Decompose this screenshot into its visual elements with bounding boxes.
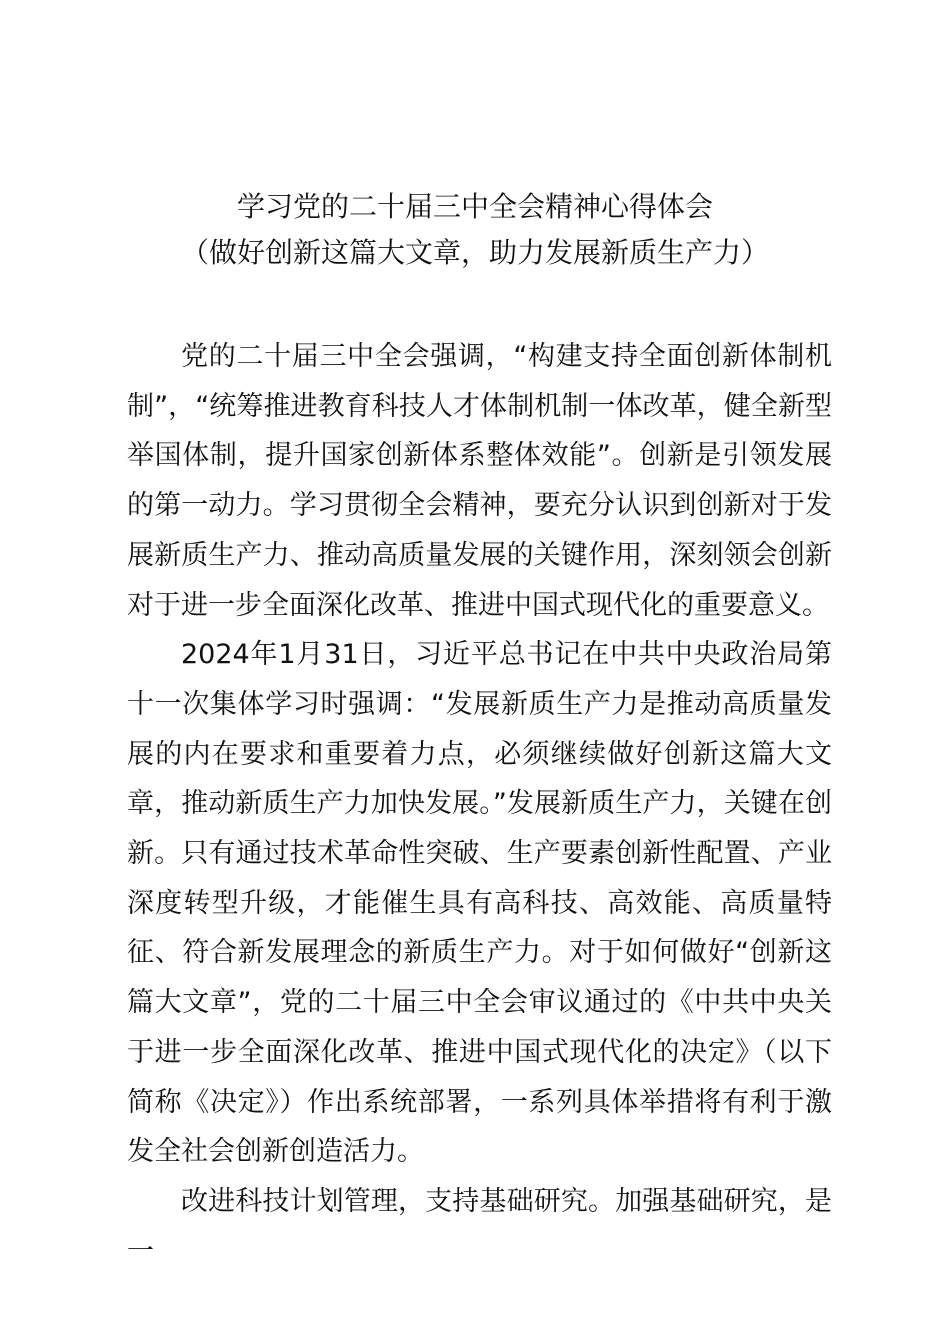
paragraph-1: 党的二十届三中全会强调，“构建支持全面创新体制机制”，“统筹推进教育科技人才体制机制一体改革，健全新型举国体制，提升国家创新体系整体效能”。创新是引领发展的第一动力。学习贯彻全会精神，要充分认识到创新对于发展新质生产力、推动高质量发展的关键作用，深刻领会创新对于进一步全面深化改革、推进中国式现代化的重要意义。 — [127, 341, 832, 621]
document-body — [127, 332, 832, 1276]
title-block — [80, 184, 870, 276]
document-subtitle: （做好创新这篇大文章，助力发展新质生产力） — [180, 236, 769, 269]
document-title: 学习党的二十届三中全会精神心得体会 — [236, 190, 713, 223]
paragraph-3: 改进科技计划管理，支持基础研究。加强基础研究，是一 — [127, 1185, 832, 1267]
paragraph-2: 2024年1月31日，习近平总书记在中共中央政治局第十一次集体学习时强调：“发展新质生产力是推动高质量发展的内在要求和重要着力点，必须继续做好创新这篇大文章，推动新质生产力加快发展。”发展新质生产力，关键在创新。只有通过技术革命性突破、生产要素创新性配置、产业深度转型升级，才能催生具有高科技、高效能、高质量特征、符合新发展理念的新质生产力。对于如何做好“创新这篇大文章”，党的二十届三中全会审议通过的《中共中央关于进一步全面深化改革、推进中国式现代化的决定》（以下简称《决定》）作出系统部署，一系列具体举措将有利于激发全社会创新创造活力。 — [127, 639, 832, 1168]
